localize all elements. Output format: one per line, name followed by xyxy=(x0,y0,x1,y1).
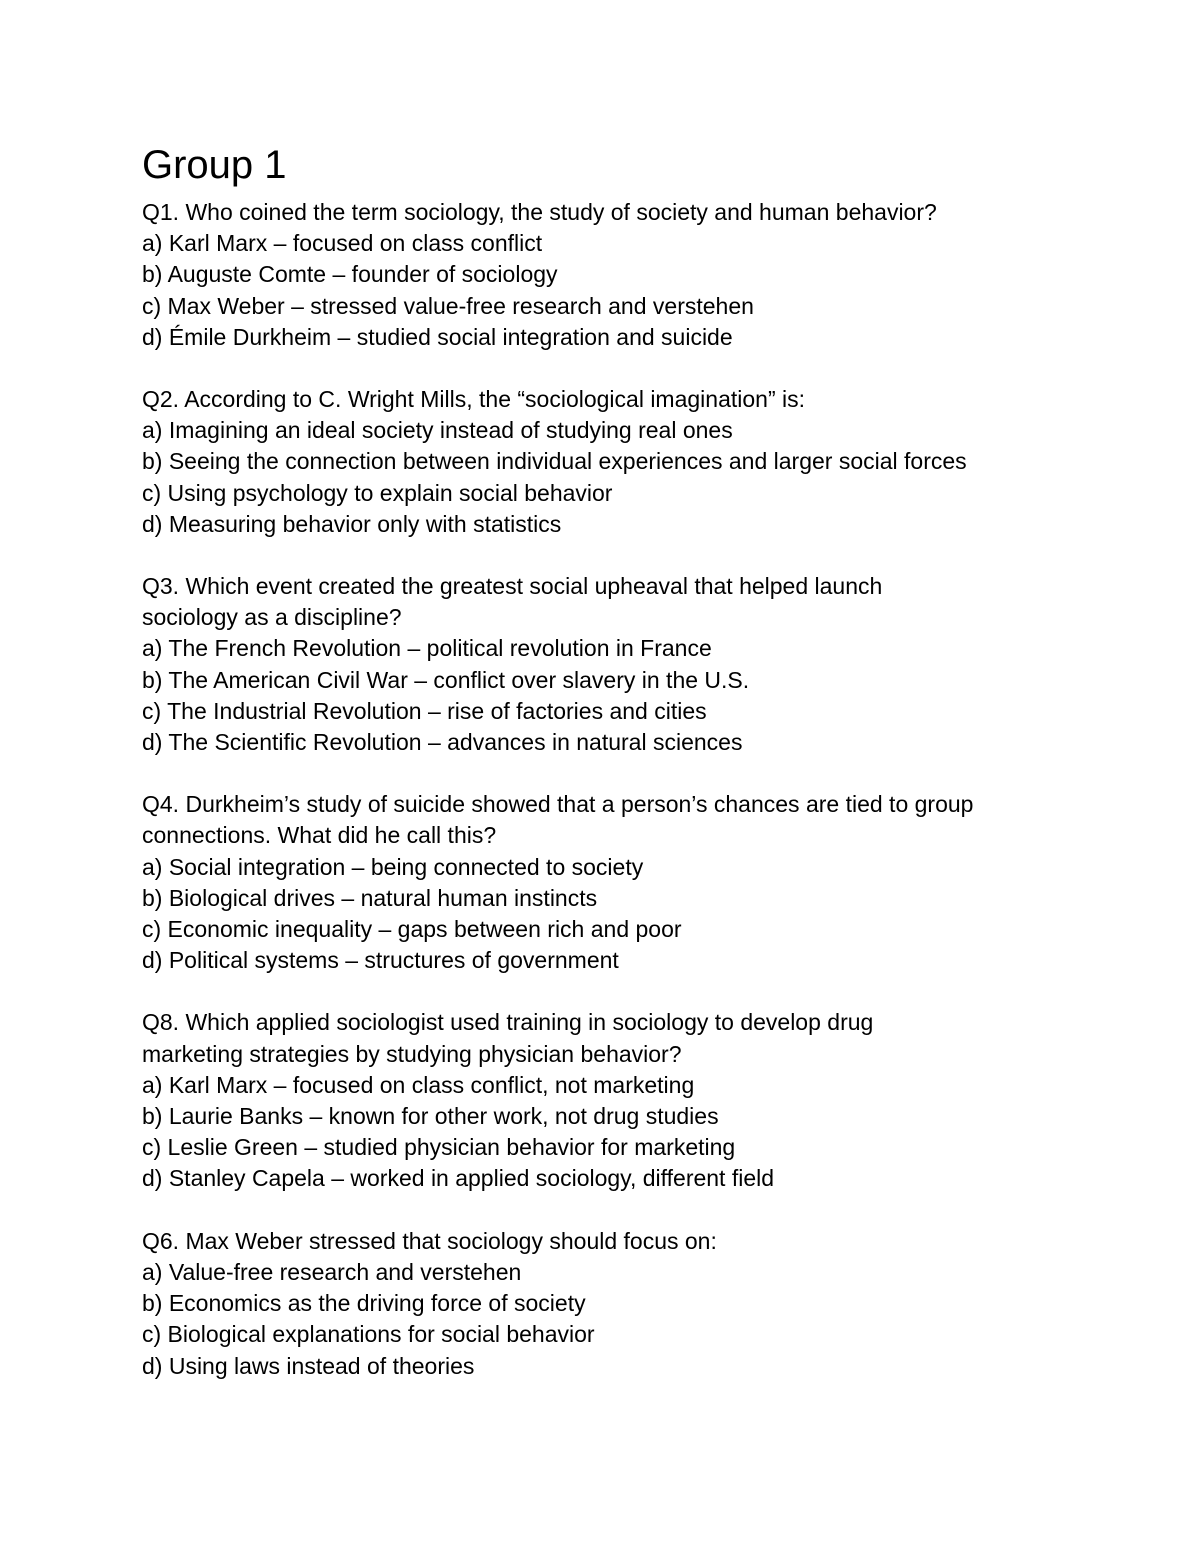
answer-options xyxy=(142,633,1082,758)
answer-options xyxy=(142,1070,1082,1195)
answer-option: c) Biological explanations for social behavior xyxy=(142,1321,595,1348)
answer-option: a) Karl Marx – focused on class conflict, not marketing xyxy=(142,1071,695,1098)
question-text-line: Q4. Durkheim’s study of suicide showed that a person’s chances are tied to group xyxy=(142,791,974,818)
question-text-line: Q1. Who coined the term sociology, the study of society and human behavior? xyxy=(142,199,937,225)
answer-option: c) Economic inequality – gaps between rich and poor xyxy=(142,916,682,943)
answer-option: c) Leslie Green – studied physician behavior for marketing xyxy=(142,1134,736,1161)
question-list xyxy=(142,197,1082,1382)
question-block xyxy=(142,384,1082,540)
answer-option: b) Biological drives – natural human instincts xyxy=(142,884,598,911)
question-block xyxy=(142,1007,1082,1194)
answer-option: b) Seeing the connection between individual experiences and larger social forces xyxy=(142,448,967,475)
answer-option: c) The Industrial Revolution – rise of factories and cities xyxy=(142,697,707,724)
question-text-line: Q8. Which applied sociologist used training in sociology to develop drug xyxy=(142,1009,874,1036)
answer-option: d) Political systems – structures of government xyxy=(142,947,619,974)
answer-option: a) Karl Marx – focused on class conflict xyxy=(142,230,543,257)
question-text xyxy=(142,571,1082,633)
question-text xyxy=(142,789,1082,851)
question-text xyxy=(142,197,1082,228)
question-text-line: Q2. According to C. Wright Mills, the “sociological imagination” is: xyxy=(142,386,806,413)
answer-option: b) The American Civil War – conflict over slavery in the U.S. xyxy=(142,666,750,693)
answer-option: a) Social integration – being connected to society xyxy=(142,853,644,880)
answer-option: b) Laurie Banks – known for other work, not drug studies xyxy=(142,1103,719,1130)
answer-option: c) Max Weber – stressed value-free research and verstehen xyxy=(142,292,754,319)
question-block xyxy=(142,571,1082,758)
answer-option: b) Auguste Comte – founder of sociology xyxy=(142,261,558,288)
question-text-line: sociology as a discipline? xyxy=(142,604,402,631)
answer-options xyxy=(142,228,1082,353)
question-text-line: marketing strategies by studying physician behavior? xyxy=(142,1040,682,1067)
answer-options xyxy=(142,1257,1082,1382)
question-text xyxy=(142,1226,1082,1257)
question-block xyxy=(142,789,1082,976)
question-block xyxy=(142,1226,1082,1382)
question-text-line: Q6. Max Weber stressed that sociology should focus on: xyxy=(142,1227,717,1254)
answer-option: d) The Scientific Revolution – advances in natural sciences xyxy=(142,729,743,756)
question-text xyxy=(142,1007,1082,1069)
question-block xyxy=(142,197,1082,353)
answer-options xyxy=(142,852,1082,977)
answer-option: d) Émile Durkheim – studied social integration and suicide xyxy=(142,323,733,350)
answer-options xyxy=(142,415,1082,540)
page-title: Group 1 xyxy=(142,143,287,187)
answer-option: a) Value-free research and verstehen xyxy=(142,1258,522,1285)
question-text-line: Q3. Which event created the greatest social upheaval that helped launch xyxy=(142,573,883,600)
answer-option: a) The French Revolution – political revolution in France xyxy=(142,635,712,662)
answer-option: c) Using psychology to explain social behavior xyxy=(142,479,613,506)
question-text-line: connections. What did he call this? xyxy=(142,822,497,849)
answer-option: d) Stanley Capela – worked in applied sociology, different field xyxy=(142,1165,775,1192)
answer-option: d) Using laws instead of theories xyxy=(142,1352,475,1379)
document-content xyxy=(142,142,1082,1413)
question-text xyxy=(142,384,1082,415)
answer-option: d) Measuring behavior only with statistics xyxy=(142,510,562,537)
answer-option: b) Economics as the driving force of society xyxy=(142,1290,586,1317)
answer-option: a) Imagining an ideal society instead of studying real ones xyxy=(142,417,733,444)
